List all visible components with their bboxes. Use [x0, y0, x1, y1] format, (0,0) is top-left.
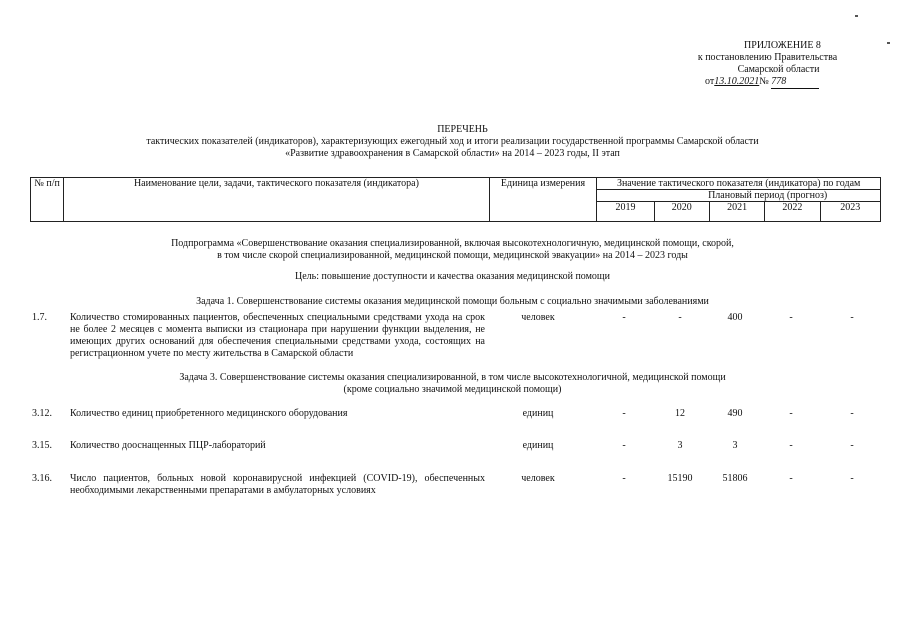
row-indicator-name: Число пациентов, больных новой коронавирусной инфекцией (COVID-19), обеспеченных необходимыми лекарственными препаратами в амбулаторных условиях — [70, 473, 485, 496]
doc-subtitle-1: тактических показателей (индикаторов), характеризующих ежегодный ход и итоги реализации государственной программы Самарской области — [146, 136, 759, 147]
handwritten-number: 778 — [771, 76, 819, 89]
doc-subtitle-2: «Развитие здравоохранения в Самарской области» на 2014 – 2023 годы, II этап — [285, 148, 620, 159]
value-2021: 400 — [727, 312, 743, 323]
subprogram-line-2: в том числе скорой специализированной, медицинской помощи, медицинской эвакуации» на 2014 – 2023 годы — [217, 250, 688, 261]
appendix-block — [680, 40, 855, 89]
value-2023: - — [850, 408, 854, 419]
col-num-header: № п/п — [31, 178, 64, 222]
year-header: 2019 — [597, 202, 654, 222]
value-2021: 3 — [732, 440, 738, 451]
value-2022: - — [789, 440, 793, 451]
plan-period-header: Плановый период (прогноз) — [597, 190, 881, 202]
subprogram-line-1: Подпрограмма «Совершенствование оказания специализированной, включая высокотехнологичную, медицинской помощи, скорой, — [171, 238, 734, 249]
value-2021: 490 — [727, 408, 743, 419]
value-2019: - — [622, 473, 626, 484]
year-header: 2023 — [820, 202, 880, 222]
row-unit: человек — [521, 312, 555, 323]
year-header: 2020 — [654, 202, 709, 222]
row-unit: единиц — [522, 408, 554, 419]
indicator-table-header — [30, 177, 881, 222]
value-2019: - — [622, 440, 626, 451]
value-2023: - — [850, 473, 854, 484]
value-2022: - — [789, 408, 793, 419]
value-2019: - — [622, 312, 626, 323]
col-unit-header: Единица измерения — [489, 178, 597, 222]
appendix-date-line — [680, 76, 855, 89]
value-2023: - — [850, 440, 854, 451]
value-2019: - — [622, 408, 626, 419]
value-2021: 51806 — [722, 473, 748, 484]
appendix-region: Самарской области — [737, 64, 820, 75]
value-2020: 15190 — [667, 473, 693, 484]
value-2020: 3 — [677, 440, 683, 451]
year-header: 2021 — [709, 202, 764, 222]
row-number: 3.12. — [32, 408, 52, 419]
appendix-title: ПРИЛОЖЕНИЕ 8 — [744, 40, 821, 51]
task-3-line-2: (кроме социально значимой медицинской помощи) — [343, 384, 562, 395]
row-indicator-name: Количество стомированных пациентов, обеспеченных специальными средствами ухода на срок не более 2 месяцев с момента выписки из стационара при нарушении функции выделения, не имеющих других оснований для обеспечения специальными средствами ухода, состоящих на регистрационном учете по месту жительства в Самарской области — [70, 312, 485, 359]
scan-speck — [887, 42, 890, 44]
from-label: от — [705, 76, 715, 87]
task-1-text: Задача 1. Совершенствование системы оказания медицинской помощи больным с социально значимыми заболеваниями — [196, 296, 709, 307]
year-header: 2022 — [765, 202, 820, 222]
col-values-header: Значение тактического показателя (индикатора) по годам — [597, 178, 881, 190]
value-2022: - — [789, 312, 793, 323]
appendix-resolution: к постановлению Правительства — [697, 52, 838, 63]
doc-heading: ПЕРЕЧЕНЬ — [437, 124, 488, 135]
row-number: 3.15. — [32, 440, 52, 451]
value-2022: - — [789, 473, 793, 484]
col-name-header: Наименование цели, задачи, тактического показателя (индикатора) — [64, 178, 490, 222]
goal-text: Цель: повышение доступности и качества оказания медицинской помощи — [295, 271, 610, 282]
row-number: 1.7. — [32, 312, 47, 323]
value-2020: - — [678, 312, 682, 323]
scan-speck — [855, 15, 858, 17]
task-3-line-1: Задача 3. Совершенствование системы оказания специализированной, в том числе высокотехнологичной, медицинской помощи — [179, 372, 726, 383]
value-2023: - — [850, 312, 854, 323]
row-number: 3.16. — [32, 473, 52, 484]
number-label: № — [759, 76, 769, 87]
value-2020: 12 — [675, 408, 685, 419]
row-unit: человек — [521, 473, 555, 484]
row-unit: единиц — [522, 440, 554, 451]
handwritten-date: 13.10.2021 — [714, 76, 760, 87]
row-indicator-name: Количество единиц приобретенного медицинского оборудования — [70, 408, 348, 419]
row-indicator-name: Количество дооснащенных ПЦР-лабораторий — [70, 440, 266, 451]
